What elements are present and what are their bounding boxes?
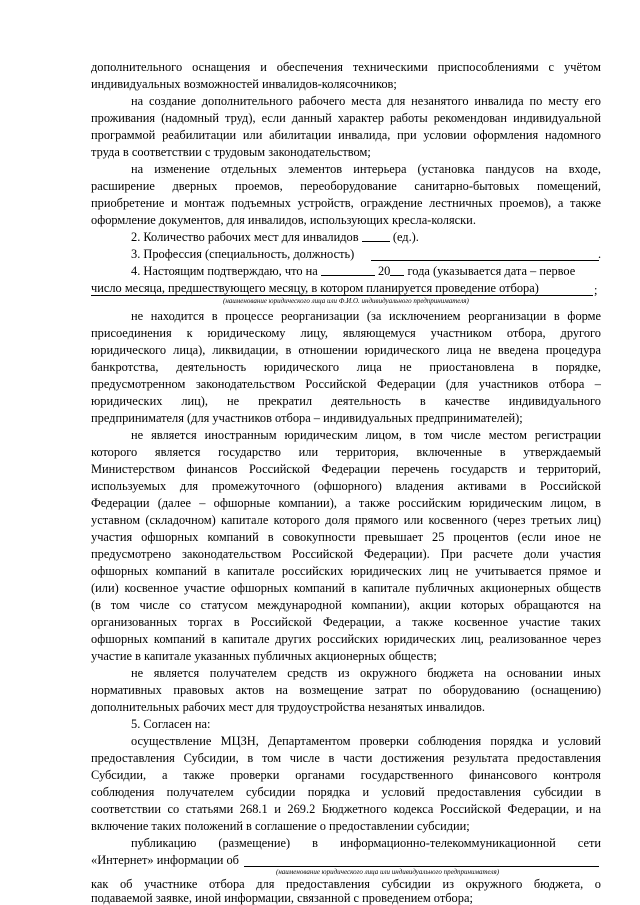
section-heading: 5. Согласен на:	[131, 717, 211, 731]
confirm-year-blank[interactable]	[390, 264, 404, 276]
text-line: уставном (складочном) капитале которого доля прямого или косвенного (через третьих лиц)	[91, 513, 601, 527]
applicant-name-caption: (наименование юридического лица или Ф.И.О. индивидуального предпринимателя)	[223, 297, 469, 305]
text-line: число месяца, предшествующего месяцу, в котором планируется проведение отбора)	[91, 281, 539, 295]
text-line: предпринимателя (для участников отбора – индивидуальных предпринимателей);	[91, 411, 523, 425]
text-line: организованных торгах в Российской Федерации, а также косвенное участие таких	[91, 615, 601, 629]
text-line: используемых для промежуточного (офшорного) владения активами в Российской	[91, 479, 601, 493]
participant-name-caption: (наименование юридического лица или индивидуального предпринимателя)	[276, 868, 500, 876]
text-line: соответствии со статьями 268.1 и 269.2 Бюджетного кодекса Российской Федерации, и на	[91, 802, 601, 816]
internet-info-label: «Интернет» информации об	[91, 853, 239, 867]
text-line: как об участнике отбора для предоставления субсидии из окружного бюджета, о	[91, 877, 601, 891]
text-line: соблюдения получателем субсидии порядка и условий предоставления субсидии в	[91, 785, 601, 799]
text-line: дополнительных рабочих мест для трудоустройства незанятых инвалидов.	[91, 700, 485, 714]
document-page: дополнительного оснащения и обеспечения техническими приспособлениями с учётом индивидуальных возможностей инвалидов-колясочников; на создание дополнительного рабочего места для незанятого инвалида по месту его проживания (надомный труд), если данный характер работы рекомендован индивидуальной программой реабилитации или абилитации инвалида, при условии оформления надомного труда в соответствии с трудовым законодательством; на изменение отдельных элементов интерьера (установка пандусов на входе, расширение дверных проемов, переоборудование санитарно-бытовых помещений, приобретение и монтаж подъемных устройств, ограждение лестничных проемов), а также оформление документов, для инвалидов, использующих кресла-коляски. 2. Количество рабочих мест для инвалидов (ед.). 3. Профессия (специальность, должность) . 4. Настоящим подтверждаю, что на 20 года (указывается дата – первое число месяца, предшествующего месяцу, в котором планируется проведение отбора) ; (наименование юридического лица или Ф.И.О. индивидуального предпринимателя) не находится в процессе реорганизации (за исключением реорганизации в форме присоединения к юридическому лицу, являющемуся участником отбора, другого юридического лица), ликвидации, в отношении юридического лица не введена процедура банкротства, деятельность юридического лица не приостановлена в порядке, предусмотренном законодательством Российской Федерации (для участников отбора – юридических лиц), не прекратил деятельность в качестве индивидуального предпринимателя (для участников отбора – индивидуальных предпринимателей); не является иностранным юридическим лицом, в том числе местом регистрации которого является государство или территория, включенные в утверждаемый Министерством финансов Российской Федерации перечень государств и территорий, используемых для промежуточного (офшорного) владения активами в Российской Федерации (далее – офшорные компании), а также российским юридическим лицом, в уставном (складочном) капитале которого доля прямого или косвенного (через третьих лиц) участия офшорных компаний в совокупности превышает 25 процентов (если иное не предусмотрено законодательством Российской Федерации). При расчете доли участия офшорных компаний в капитале российских юридических лиц не учитывается прямое и (или) косвенное участие офшорных компаний в капитале публичных акционерных обществ (в том числе со статусом международной компании), акции которых обращаются на организованных торгах в Российской Федерации, а также косвенное участие таких офшорных компаний в капитале других российских юридических лиц, реализованное через участие в капитале указанных публичных акционерных обществ; не является получателем средств из окружного бюджета на основании иных нормативных правовых актов на возмещение затрат по оборудованию (оснащению) дополнительных рабочих мест для трудоустройства незанятых инвалидов. 5. Согласен на: осуществление МЦЗН, Департаментом проверки соблюдения порядка и условий предоставления Субсидии, в том числе в части достижения результата предоставления Субсидии, а также проверки органами государственного финансового контроля соблюдения получателем субсидии порядка и условий предоставления субсидии в соответствии со статьями 268.1 и 269.2 Бюджетного кодекса Российской Федерации, и на включение таких положений в соглашение о предоставлении субсидии; публикацию (размещение) в информационно-телекоммуникационной сети «Интернет» информации об (наименование юридического лица или индивидуального предпринимателя) как об участнике отбора для предоставления субсидии из окружного бюджета, о подаваемой заявке, иной информации, связанной с проведением отбора;	[91, 60, 602, 905]
participant-name-blank[interactable]	[244, 866, 599, 867]
text-line: предоставления Субсидии, в том числе в части достижения результата предоставления	[91, 751, 601, 765]
text-line: на создание дополнительного рабочего места для незанятого инвалида по месту его	[131, 94, 601, 108]
confirm-year: 20	[377, 264, 391, 278]
text-line: присоединения к юридическому лицу, являющемуся участником отбора, другого	[91, 326, 601, 340]
workplaces-count-unit: (ед.).	[392, 230, 419, 244]
text-line: предусмотренном законодательством Российской Федерации (для участников отбора –	[91, 377, 601, 391]
text-line: предусмотрено законодательством Российской Федерации). При расчете доли участия	[91, 547, 601, 561]
text-line: Федерации (далее – офшорные компании), а также российским юридическим лицом, в	[91, 496, 601, 510]
text-line: (в том числе со статусом международной компании), акции которых обращаются на	[91, 598, 601, 612]
profession-line	[131, 247, 601, 261]
confirm-date-blank[interactable]	[321, 264, 375, 276]
profession-blank[interactable]	[371, 260, 599, 261]
text-line: осуществление МЦЗН, Департаментом проверки соблюдения порядка и условий	[131, 734, 601, 748]
text-line: проживания (надомный труд), если данный характер работы рекомендован индивидуальной	[91, 111, 601, 125]
profession-label: 3. Профессия (специальность, должность)	[131, 247, 355, 261]
text-line: дополнительного оснащения и обеспечения техническими приспособлениями с учётом	[91, 60, 601, 74]
text-line: Субсидии, а также проверки органами государственного финансового контроля	[91, 768, 601, 782]
text-line: приобретение и монтаж подъемных устройств, ограждение лестничных проемов), а также	[91, 196, 601, 210]
text-line: которого является государство или территория, включенные в утверждаемый	[91, 445, 601, 459]
applicant-name-blank[interactable]	[91, 295, 593, 296]
text-line: участие в капитале указанных публичных акционерных обществ;	[91, 649, 437, 663]
text-line: индивидуальных возможностей инвалидов-колясочников;	[91, 77, 397, 91]
confirm-date-note: года (указывается дата – первое	[407, 264, 576, 278]
text-line: подаваемой заявке, иной информации, связанной с проведением отбора;	[91, 891, 473, 905]
text-line: Министерством финансов Российской Федерации перечень государств и территорий,	[91, 462, 601, 476]
text-line: нормативных правовых актов на возмещение затрат по оборудованию (оснащению)	[91, 683, 601, 697]
text-line: банкротства, деятельность юридического лица не приостановлена в порядке,	[91, 360, 601, 374]
text-line: (или) косвенное участие офшорных компаний в капитале публичных акционерных обществ	[91, 581, 601, 595]
semicolon: ;	[594, 283, 598, 297]
text-line: труда в соответствии с трудовым законодательством;	[91, 145, 371, 159]
text-line: оформление документов, для инвалидов, использующих кресла-коляски.	[91, 213, 476, 227]
text-line: участия офшорных компаний в совокупности превышает 25 процентов (если иное не	[91, 530, 601, 544]
workplaces-count-blank[interactable]	[362, 230, 390, 242]
text-line: не находится в процессе реорганизации (за исключением реорганизации в форме	[131, 309, 601, 323]
text-line: публикацию (размещение) в информационно-телекоммуникационной сети	[131, 836, 601, 850]
workplaces-count-line	[131, 230, 601, 244]
text-line: не является получателем средств из окружного бюджета на основании иных	[131, 666, 601, 680]
text-line: расширение дверных проемов, переоборудование санитарно-бытовых помещений,	[91, 179, 601, 193]
text-line: офшорных компаний в капитале других российских юридических лиц, реализованное через	[91, 632, 601, 646]
workplaces-count-label: 2. Количество рабочих мест для инвалидов	[131, 230, 359, 244]
confirm-date-line	[131, 264, 601, 278]
text-line: на изменение отдельных элементов интерьера (установка пандусов на входе,	[131, 162, 601, 176]
text-line: офшорных компаний в капитале российских юридических лиц не учитывается прямое и	[91, 564, 601, 578]
text-line: не является иностранным юридическим лицом, в том числе местом регистрации	[131, 428, 601, 442]
text-line: юридических лиц), не прекратил деятельность в качестве индивидуального	[91, 394, 601, 408]
text-line: юридического лица), ликвидации, в отношении юридического лица не введена процедура	[91, 343, 601, 357]
text-line: включение таких положений в соглашение о предоставлении субсидии;	[91, 819, 470, 833]
confirm-date-label: 4. Настоящим подтверждаю, что на	[131, 264, 318, 278]
text-line: программой реабилитации или абилитации инвалида, при условии оформления надомного	[91, 128, 601, 142]
